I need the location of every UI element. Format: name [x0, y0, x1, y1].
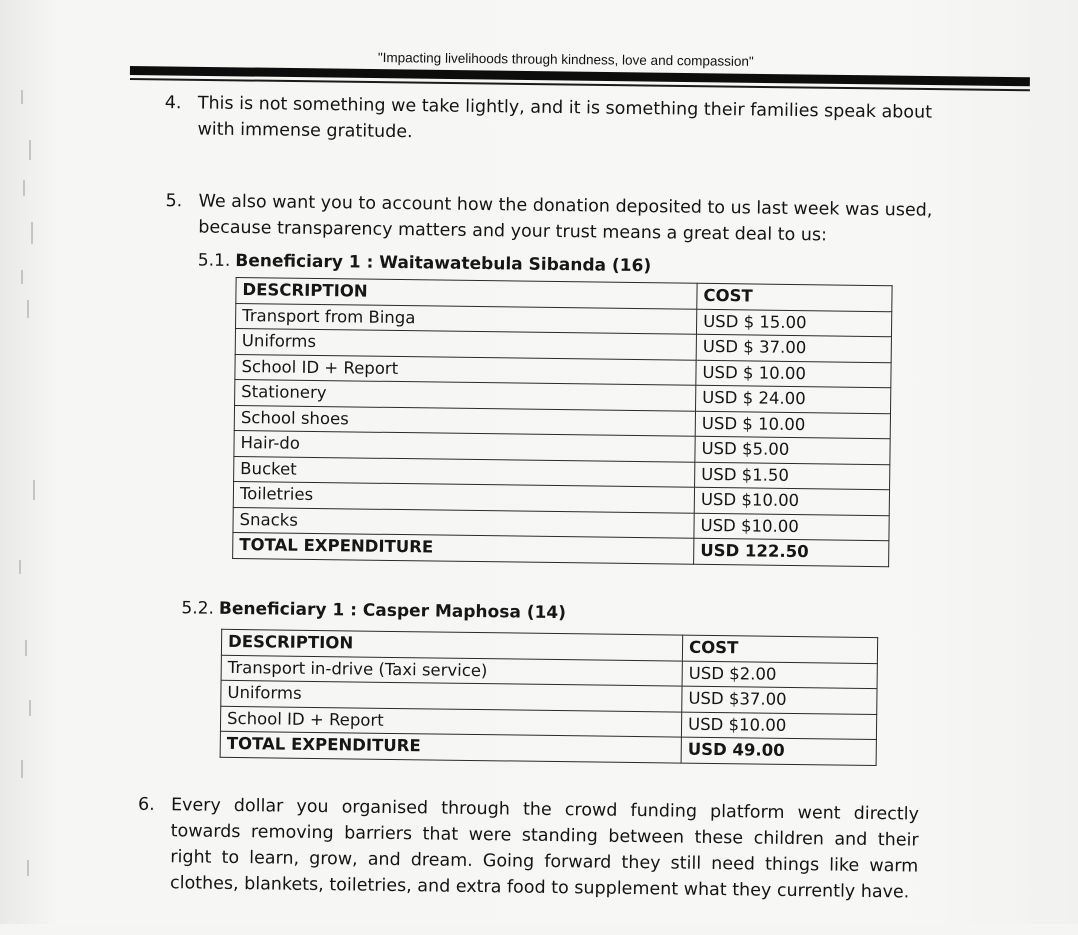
row-cost: USD $ 10.00 — [696, 360, 891, 388]
list-item-number: 4. — [164, 93, 182, 114]
paragraph-line: We also want you to account how the donation deposited to us last week was used, — [198, 191, 933, 221]
paragraph-line: clothes, blankets, toiletries, and extra food to supplement what they currently have. — [169, 873, 910, 903]
row-cost: USD $37.00 — [682, 686, 877, 714]
row-description: Hair-do — [234, 430, 695, 461]
beneficiary-2-heading — [181, 598, 566, 623]
row-cost: USD $10.00 — [681, 712, 876, 740]
row-description: School ID + Report — [235, 354, 696, 385]
beneficiary-1-heading — [198, 250, 652, 276]
beneficiary-title: Beneficiary 1 : Waitawatebula Sibanda (16) — [235, 250, 652, 277]
subsection-number: 5.1. — [197, 250, 231, 271]
row-cost: USD $5.00 — [695, 436, 890, 464]
beneficiary-2-cost-table — [220, 629, 879, 766]
row-description: Stationery — [235, 379, 696, 410]
row-cost: USD $2.00 — [682, 661, 877, 689]
row-description: Transport in-drive (Taxi service) — [221, 655, 682, 686]
row-description: Transport from Binga — [236, 303, 697, 334]
paragraph-line: This is not something we take lightly, and it is something their families speak about — [197, 93, 933, 123]
column-header-description: DESCRIPTION — [221, 629, 682, 660]
paragraph-line: with immense gratitude. — [197, 119, 413, 143]
beneficiary-title: Beneficiary 1 : Casper Maphosa (14) — [218, 598, 567, 624]
row-cost: USD $10.00 — [694, 487, 889, 515]
row-description: Bucket — [234, 456, 695, 487]
list-item-4 — [164, 90, 958, 152]
row-cost: USD $ 24.00 — [696, 385, 891, 413]
list-item-5 — [165, 188, 959, 250]
list-item-number: 6. — [137, 794, 155, 815]
header-motto: "Impacting livelihoods through kindness, love and compassion" — [377, 50, 754, 69]
row-cost: USD $10.00 — [694, 513, 889, 541]
list-item-number: 5. — [165, 191, 183, 212]
paragraph-line: right to learn, grow, and dream. Going forward they still need things like warm — [170, 847, 919, 877]
row-cost: USD $ 15.00 — [696, 309, 891, 337]
paragraph-line: Every dollar you organised through the crowd funding platform went directly — [170, 795, 920, 825]
column-header-description: DESCRIPTION — [236, 277, 697, 308]
total-value: USD 49.00 — [681, 737, 876, 765]
row-cost: USD $ 37.00 — [696, 334, 891, 362]
column-header-cost: COST — [697, 283, 892, 311]
row-description: Snacks — [233, 507, 694, 538]
total-label: TOTAL EXPENDITURE — [220, 731, 681, 762]
row-description: Toiletries — [233, 481, 694, 512]
beneficiary-1-cost-table — [232, 277, 892, 567]
row-cost: USD $ 10.00 — [695, 411, 890, 439]
subsection-number: 5.2. — [181, 598, 215, 619]
paragraph-line: because transparency matters and your trust means a great deal to us: — [198, 217, 828, 246]
total-value: USD 122.50 — [694, 538, 889, 566]
row-description: School ID + Report — [220, 706, 681, 737]
row-description: Uniforms — [235, 328, 696, 359]
row-cost: USD $1.50 — [695, 462, 890, 490]
list-item-6 — [137, 792, 920, 905]
row-description: School shoes — [234, 405, 695, 436]
row-description: Uniforms — [221, 680, 682, 711]
paragraph-line: towards removing barriers that were standing between these children and their — [170, 821, 919, 851]
total-label: TOTAL EXPENDITURE — [233, 532, 694, 563]
column-header-cost: COST — [682, 635, 877, 663]
